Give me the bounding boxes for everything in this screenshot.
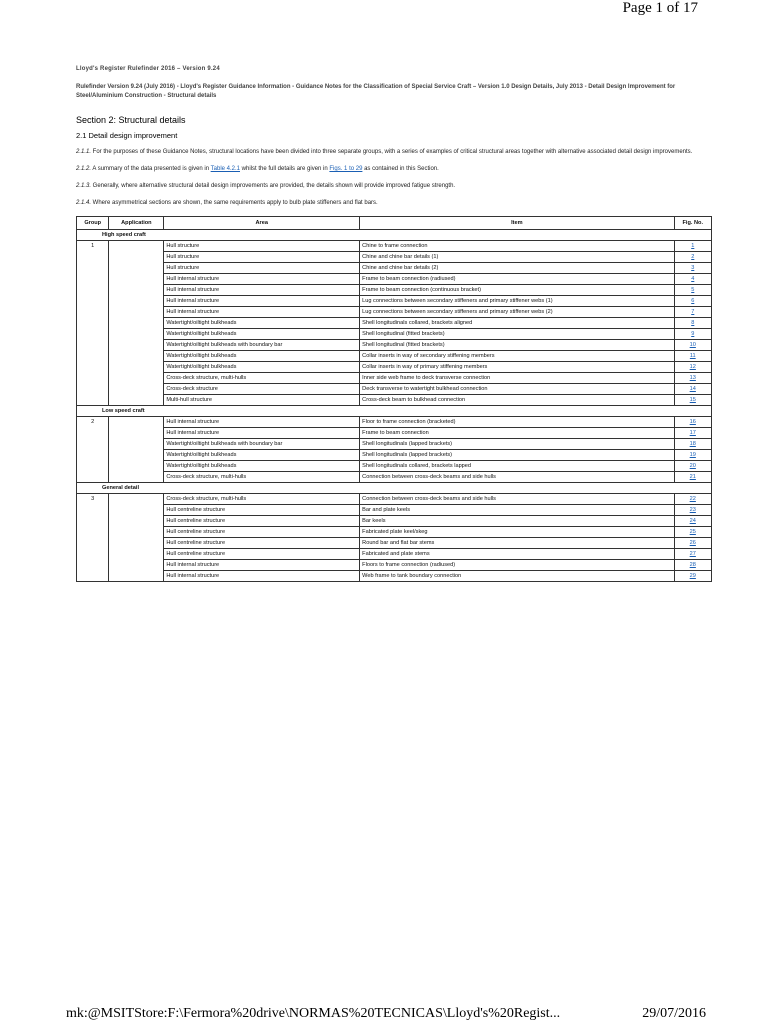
area-cell: Hull internal structure: [164, 274, 360, 285]
group-cell: [77, 340, 109, 351]
application-cell: [109, 560, 164, 571]
figure-link[interactable]: 12: [689, 364, 696, 370]
item-cell: Fabricated and plate stems: [360, 549, 674, 560]
table-row: [77, 241, 712, 252]
fig-cell: [674, 505, 711, 516]
fig-cell: [674, 461, 711, 472]
area-cell: Watertight/oiltight bulkheads with boundary bar: [164, 340, 360, 351]
figure-link[interactable]: 9: [691, 331, 695, 337]
area-cell: Hull internal structure: [164, 296, 360, 307]
figure-link[interactable]: 23: [689, 507, 696, 513]
table-row: [77, 538, 712, 549]
figure-link[interactable]: 17: [689, 430, 696, 436]
application-cell: [109, 274, 164, 285]
figure-link[interactable]: 22: [689, 496, 696, 502]
group-cell: [77, 285, 109, 296]
application-cell: [109, 505, 164, 516]
document-breadcrumb: Rulefinder Version 9.24 (July 2016) - Lloyd's Register Guidance Information - Guidance Notes for the Classification of Special Service Craft – Version 1.0 Design Details, July 2013 - Detail Design Improvement for Steel/Aluminium Construction - Structural details: [76, 84, 676, 99]
paragraph-number: 2.1.1.: [76, 149, 92, 155]
figure-link[interactable]: 15: [689, 397, 696, 403]
application-cell: [109, 241, 164, 252]
table-row: [77, 472, 712, 483]
page-number: Page 1 of 17: [622, 0, 698, 16]
figure-link[interactable]: 13: [689, 375, 696, 381]
area-cell: Watertight/oiltight bulkheads: [164, 351, 360, 362]
figure-link[interactable]: 14: [689, 386, 696, 392]
application-cell: [109, 472, 164, 483]
fig-cell: [674, 318, 711, 329]
fig-cell: [674, 395, 711, 406]
group-cell: [77, 505, 109, 516]
area-cell: Hull internal structure: [164, 417, 360, 428]
paragraph-number: 2.1.3.: [76, 183, 92, 189]
figure-link[interactable]: 3: [691, 265, 695, 271]
item-cell: Frame to beam connection: [360, 428, 674, 439]
fig-cell: [674, 274, 711, 285]
application-cell: [109, 362, 164, 373]
fig-cell: [674, 494, 711, 505]
table-row: [77, 252, 712, 263]
area-cell: Watertight/oiltight bulkheads: [164, 318, 360, 329]
application-cell: [109, 351, 164, 362]
application-cell: [109, 450, 164, 461]
document-header: Lloyd's Register Rulefinder 2016 – Version 9.24: [76, 66, 220, 72]
table-row: [77, 494, 712, 505]
application-cell: [109, 527, 164, 538]
fig-cell: [674, 373, 711, 384]
figure-link[interactable]: 19: [689, 452, 696, 458]
area-cell: Cross-deck structure: [164, 384, 360, 395]
application-cell: [109, 428, 164, 439]
item-cell: Collar inserts in way of primary stiffening members: [360, 362, 674, 373]
item-cell: Round bar and flat bar stems: [360, 538, 674, 549]
application-cell: [109, 538, 164, 549]
fig-cell: [674, 527, 711, 538]
item-cell: Bar keels: [360, 516, 674, 527]
figure-link[interactable]: 8: [691, 320, 695, 326]
group-cell: [77, 450, 109, 461]
header-fig-no: Fig. No.: [674, 217, 711, 230]
group-cell: [77, 516, 109, 527]
area-cell: Watertight/oiltight bulkheads with boundary bar: [164, 439, 360, 450]
table-body: [77, 230, 712, 582]
group-cell: [77, 329, 109, 340]
group-cell: [77, 252, 109, 263]
figure-link[interactable]: 20: [689, 463, 696, 469]
area-cell: Cross-deck structure, multi-hulls: [164, 472, 360, 483]
item-cell: Shell longitudinals collared, brackets aligned: [360, 318, 674, 329]
figure-link[interactable]: 25: [689, 529, 696, 535]
fig-cell: [674, 384, 711, 395]
group-cell: [77, 560, 109, 571]
application-cell: [109, 439, 164, 450]
application-cell: [109, 285, 164, 296]
area-cell: Hull structure: [164, 252, 360, 263]
item-cell: Inner side web frame to deck transverse connection: [360, 373, 674, 384]
item-cell: Shell longitudinal (fitted brackets): [360, 329, 674, 340]
area-cell: Hull centreline structure: [164, 549, 360, 560]
figure-link[interactable]: 29: [689, 573, 696, 579]
fig-cell: [674, 516, 711, 527]
footer-date: 29/07/2016: [642, 1006, 706, 1021]
table-row: [77, 395, 712, 406]
table-row: [77, 329, 712, 340]
table-row: [77, 384, 712, 395]
table-row: [77, 571, 712, 582]
item-cell: Fabricated plate keel/skeg: [360, 527, 674, 538]
figure-link[interactable]: 18: [689, 441, 696, 447]
item-cell: Cross-deck beam to bulkhead connection: [360, 395, 674, 406]
area-cell: Watertight/oiltight bulkheads: [164, 461, 360, 472]
application-cell: [109, 494, 164, 505]
header-item: Item: [360, 217, 674, 230]
footer: [66, 1006, 706, 1022]
group-cell: [77, 571, 109, 582]
fig-cell: [674, 571, 711, 582]
area-cell: Cross-deck structure, multi-hulls: [164, 494, 360, 505]
table-row: [77, 439, 712, 450]
figure-link[interactable]: 10: [689, 342, 696, 348]
group-cell: [77, 362, 109, 373]
item-cell: Connection between cross-deck beams and side hulls: [360, 494, 674, 505]
area-cell: Hull structure: [164, 241, 360, 252]
paragraph-text: Generally, where alternative structural detail design improvements are provided, the details shown will provide improved fatigue strength.: [91, 183, 456, 189]
area-cell: Hull internal structure: [164, 428, 360, 439]
fig-cell: [674, 362, 711, 373]
figure-link[interactable]: 4: [691, 276, 695, 282]
group-cell: 1: [77, 241, 109, 252]
area-cell: Watertight/oiltight bulkheads: [164, 362, 360, 373]
group-cell: [77, 307, 109, 318]
application-cell: [109, 296, 164, 307]
section-label: Low speed craft: [77, 406, 712, 417]
table-row: [77, 417, 712, 428]
group-cell: [77, 296, 109, 307]
area-cell: Hull centreline structure: [164, 505, 360, 516]
item-cell: Shell longitudinals (lapped brackets): [360, 439, 674, 450]
table-row: [77, 450, 712, 461]
figures-link[interactable]: Figs. 1 to 29: [329, 166, 363, 172]
paragraph-text: A summary of the data presented is given in: [91, 166, 211, 172]
table-row: [77, 428, 712, 439]
application-cell: [109, 461, 164, 472]
group-cell: [77, 318, 109, 329]
table-row: [77, 318, 712, 329]
group-cell: [77, 527, 109, 538]
fig-cell: [674, 472, 711, 483]
area-cell: Multi-hull structure: [164, 395, 360, 406]
item-cell: Connection between cross-deck beams and side hulls: [360, 472, 674, 483]
fig-cell: [674, 538, 711, 549]
item-cell: Shell longitudinals (lapped brackets): [360, 450, 674, 461]
footer-path: mk:@MSITStore:F:\Fermora%20drive\NORMAS%20TECNICAS\Lloyd's%20Regist...: [66, 1006, 561, 1021]
area-cell: Hull internal structure: [164, 571, 360, 582]
figure-link[interactable]: 5: [691, 287, 695, 293]
group-cell: [77, 274, 109, 285]
fig-cell: [674, 252, 711, 263]
header-application: Application: [109, 217, 164, 230]
table-row: [77, 560, 712, 571]
item-cell: Floors to frame connection (radiused): [360, 560, 674, 571]
section-title: Section 2: Structural details: [76, 115, 186, 125]
document-body: [76, 66, 704, 582]
paragraph-2-1-3: [76, 182, 698, 191]
fig-cell: [674, 417, 711, 428]
paragraph-number: 2.1.4.: [76, 200, 92, 206]
item-cell: Chine and chine bar details (1): [360, 252, 674, 263]
application-cell: [109, 263, 164, 274]
item-cell: Chine and chine bar details (2): [360, 263, 674, 274]
application-cell: [109, 340, 164, 351]
fig-cell: [674, 241, 711, 252]
figure-link[interactable]: 7: [691, 309, 695, 315]
table-row: [77, 461, 712, 472]
application-cell: [109, 395, 164, 406]
fig-cell: [674, 340, 711, 351]
fig-cell: [674, 285, 711, 296]
application-cell: [109, 384, 164, 395]
figure-link[interactable]: 26: [689, 540, 696, 546]
table-row: [77, 516, 712, 527]
group-cell: [77, 395, 109, 406]
area-cell: Hull internal structure: [164, 307, 360, 318]
figure-link[interactable]: 1: [691, 243, 695, 249]
area-cell: Watertight/oiltight bulkheads: [164, 450, 360, 461]
group-cell: [77, 549, 109, 560]
application-cell: [109, 373, 164, 384]
group-cell: [77, 472, 109, 483]
application-cell: [109, 307, 164, 318]
paragraph-text: Where asymmetrical sections are shown, the same requirements apply to bulb plate stiffeners and flat bars.: [91, 200, 378, 206]
area-cell: Cross-deck structure, multi-hulls: [164, 373, 360, 384]
table-row: [77, 505, 712, 516]
fig-cell: [674, 450, 711, 461]
figure-link[interactable]: 24: [689, 518, 696, 524]
fig-cell: [674, 549, 711, 560]
fig-cell: [674, 351, 711, 362]
table-header-row: [77, 217, 712, 230]
table-row: [77, 274, 712, 285]
fig-cell: [674, 263, 711, 274]
paragraph-number: 2.1.2.: [76, 166, 92, 172]
fig-cell: [674, 439, 711, 450]
application-cell: [109, 329, 164, 340]
fig-cell: [674, 329, 711, 340]
table-row: [77, 263, 712, 274]
group-cell: [77, 263, 109, 274]
table-section-row: [77, 406, 712, 417]
application-cell: [109, 516, 164, 527]
table-section-row: [77, 483, 712, 494]
figure-link[interactable]: 16: [689, 419, 696, 425]
group-cell: [77, 384, 109, 395]
table-section-row: [77, 230, 712, 241]
area-cell: Hull structure: [164, 263, 360, 274]
table-row: [77, 549, 712, 560]
group-cell: [77, 439, 109, 450]
item-cell: Lug connections between secondary stiffeners and primary stiffener webs (2): [360, 307, 674, 318]
fig-cell: [674, 296, 711, 307]
item-cell: Floor to frame connection (bracketed): [360, 417, 674, 428]
application-cell: [109, 571, 164, 582]
item-cell: Frame to beam connection (continuous bracket): [360, 285, 674, 296]
item-cell: Lug connections between secondary stiffeners and primary stiffener webs (1): [360, 296, 674, 307]
paragraph-text: For the purposes of these Guidance Notes, structural locations have been divided into three separate groups, with a series of examples of critical structural areas together with alternative associated detail design improvements.: [91, 149, 693, 155]
detail-design-table: [76, 216, 712, 582]
area-cell: Hull internal structure: [164, 285, 360, 296]
paragraph-text: as contained in this Section.: [362, 166, 439, 172]
paragraph-2-1-4: [76, 199, 698, 208]
table-row: [77, 340, 712, 351]
item-cell: Shell longitudinal (fitted brackets): [360, 340, 674, 351]
figure-link[interactable]: 21: [689, 474, 696, 480]
figure-link[interactable]: 28: [689, 562, 696, 568]
fig-cell: [674, 307, 711, 318]
table-row: [77, 296, 712, 307]
header-area: Area: [164, 217, 360, 230]
table-row: [77, 373, 712, 384]
fig-cell: [674, 428, 711, 439]
paragraph-2-1-2: [76, 165, 698, 174]
paragraph-text: whilst the full details are given in: [240, 166, 330, 172]
group-cell: [77, 461, 109, 472]
fig-cell: [674, 560, 711, 571]
section-label: High speed craft: [77, 230, 712, 241]
group-cell: [77, 538, 109, 549]
figure-link[interactable]: 2: [691, 254, 695, 260]
table-row: [77, 307, 712, 318]
application-cell: [109, 417, 164, 428]
group-cell: [77, 373, 109, 384]
application-cell: [109, 549, 164, 560]
item-cell: Chine to frame connection: [360, 241, 674, 252]
area-cell: Hull centreline structure: [164, 527, 360, 538]
table-row: [77, 527, 712, 538]
paragraph-2-1-1: [76, 148, 698, 157]
area-cell: Hull centreline structure: [164, 538, 360, 549]
table-row: [77, 362, 712, 373]
figure-link[interactable]: 11: [689, 353, 696, 359]
section-label: General detail: [77, 483, 712, 494]
area-cell: Hull centreline structure: [164, 516, 360, 527]
area-cell: Hull internal structure: [164, 560, 360, 571]
item-cell: Deck transverse to watertight bulkhead connection: [360, 384, 674, 395]
item-cell: Collar inserts in way of secondary stiffening members: [360, 351, 674, 362]
table-row: [77, 285, 712, 296]
area-cell: Watertight/oiltight bulkheads: [164, 329, 360, 340]
item-cell: Bar and plate keels: [360, 505, 674, 516]
group-cell: [77, 428, 109, 439]
figure-link[interactable]: 27: [689, 551, 696, 557]
group-cell: [77, 351, 109, 362]
application-cell: [109, 252, 164, 263]
table-link[interactable]: Table 4.2.1: [210, 166, 240, 172]
item-cell: Frame to beam connection (radiused): [360, 274, 674, 285]
figure-link[interactable]: 6: [691, 298, 695, 304]
application-cell: [109, 318, 164, 329]
table-row: [77, 351, 712, 362]
item-cell: Web frame to tank boundary connection: [360, 571, 674, 582]
header-group: Group: [77, 217, 109, 230]
group-cell: 2: [77, 417, 109, 428]
item-cell: Shell longitudinals collared, brackets lapped: [360, 461, 674, 472]
group-cell: 3: [77, 494, 109, 505]
subsection-title: 2.1 Detail design improvement: [76, 131, 178, 140]
